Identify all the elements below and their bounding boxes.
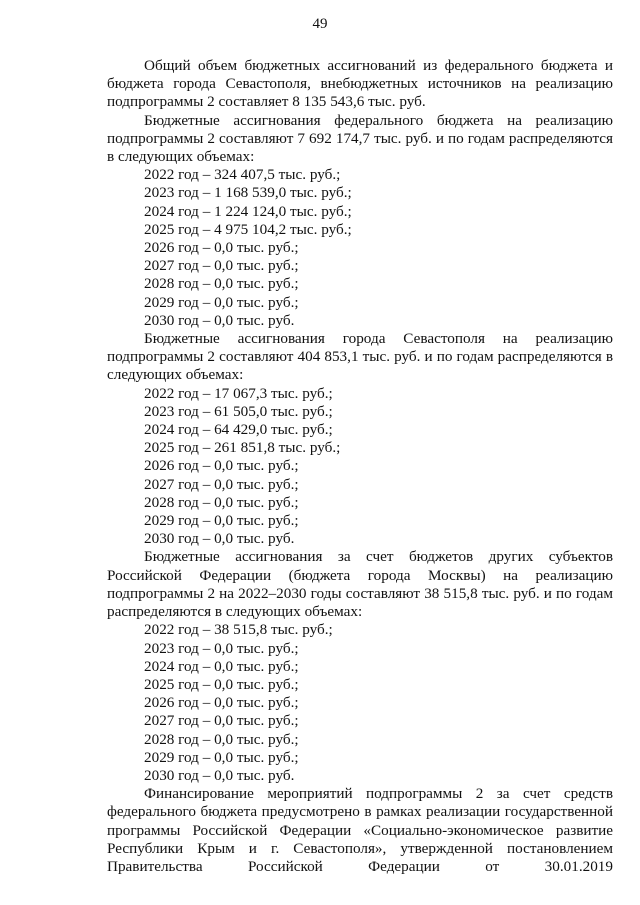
year-allocation-line: 2028 год – 0,0 тыс. руб.; xyxy=(144,730,299,748)
year-allocation-line: 2024 год – 0,0 тыс. руб.; xyxy=(144,657,299,675)
year-allocation-line: 2022 год – 17 067,3 тыс. руб.; xyxy=(144,384,333,402)
document-body xyxy=(107,57,613,876)
year-allocation-line: 2030 год – 0,0 тыс. руб. xyxy=(144,530,295,548)
year-allocation-line: 2022 год – 324 407,5 тыс. руб.; xyxy=(144,166,341,184)
year-allocation-line: 2027 год – 0,0 тыс. руб.; xyxy=(144,712,299,730)
year-allocation-line: 2029 год – 0,0 тыс. руб.; xyxy=(144,512,299,530)
year-allocation-line: 2023 год – 1 168 539,0 тыс. руб.; xyxy=(144,184,352,202)
other-years-list xyxy=(107,621,613,785)
paragraph-financing: Финансирование мероприятий подпрограммы 2 за счет средств федерального бюджета предусмотрено в рамках реализации государственной программы Российской Федерации «Социально-экономическое развитие Республики Крым и г. Севастополя», утвержденной постановлением Правительства Российской Федерации от 30.01.2019 xyxy=(107,785,613,875)
year-allocation-line: 2024 год – 1 224 124,0 тыс. руб.; xyxy=(144,202,352,220)
page-number: 49 xyxy=(312,16,328,32)
year-allocation-line: 2028 год – 0,0 тыс. руб.; xyxy=(144,275,299,293)
year-allocation-line: 2027 год – 0,0 тыс. руб.; xyxy=(144,475,299,493)
year-allocation-line: 2024 год – 64 429,0 тыс. руб.; xyxy=(144,421,333,439)
paragraph-federal-budget: Бюджетные ассигнования федерального бюджета на реализацию подпрограммы 2 составляют 7 692 174,7 тыс. руб. и по годам распределяются в следующих объемах: xyxy=(107,111,613,166)
year-allocation-line: 2030 год – 0,0 тыс. руб. xyxy=(144,311,295,329)
year-allocation-line: 2029 год – 0,0 тыс. руб.; xyxy=(144,748,299,766)
year-allocation-line: 2025 год – 0,0 тыс. руб.; xyxy=(144,675,299,693)
year-allocation-line: 2026 год – 0,0 тыс. руб.; xyxy=(144,239,299,257)
year-allocation-line: 2028 год – 0,0 тыс. руб.; xyxy=(144,493,299,511)
year-allocation-line: 2027 год – 0,0 тыс. руб.; xyxy=(144,257,299,275)
year-allocation-line: 2023 год – 61 505,0 тыс. руб.; xyxy=(144,402,333,420)
year-allocation-line: 2025 год – 261 851,8 тыс. руб.; xyxy=(144,439,341,457)
federal-years-list xyxy=(107,166,613,330)
paragraph-total-budget: Общий объем бюджетных ассигнований из федерального бюджета и бюджета города Севастополя, внебюджетных источников на реализацию подпрограммы 2 составляет 8 135 543,6 тыс. руб. xyxy=(107,57,613,111)
year-allocation-line: 2029 год – 0,0 тыс. руб.; xyxy=(144,293,299,311)
year-allocation-line: 2026 год – 0,0 тыс. руб.; xyxy=(144,457,299,475)
year-allocation-line: 2022 год – 38 515,8 тыс. руб.; xyxy=(144,621,333,639)
sevastopol-years-list xyxy=(107,385,613,549)
year-allocation-line: 2026 год – 0,0 тыс. руб.; xyxy=(144,694,299,712)
year-allocation-line: 2025 год – 4 975 104,2 тыс. руб.; xyxy=(144,220,352,238)
paragraph-other-subjects-budget: Бюджетные ассигнования за счет бюджетов других субъектов Российской Федерации (бюджета города Москвы) на реализацию подпрограммы 2 на 2022–2030 годы составляют 38 515,8 тыс. руб. и по годам распределяются в следующих объемах: xyxy=(107,548,613,621)
year-allocation-line: 2030 год – 0,0 тыс. руб. xyxy=(144,766,295,784)
year-allocation-line: 2023 год – 0,0 тыс. руб.; xyxy=(144,639,299,657)
paragraph-sevastopol-budget: Бюджетные ассигнования города Севастополя на реализацию подпрограммы 2 составляют 404 853,1 тыс. руб. и по годам распределяются в следующих объемах: xyxy=(107,330,613,384)
